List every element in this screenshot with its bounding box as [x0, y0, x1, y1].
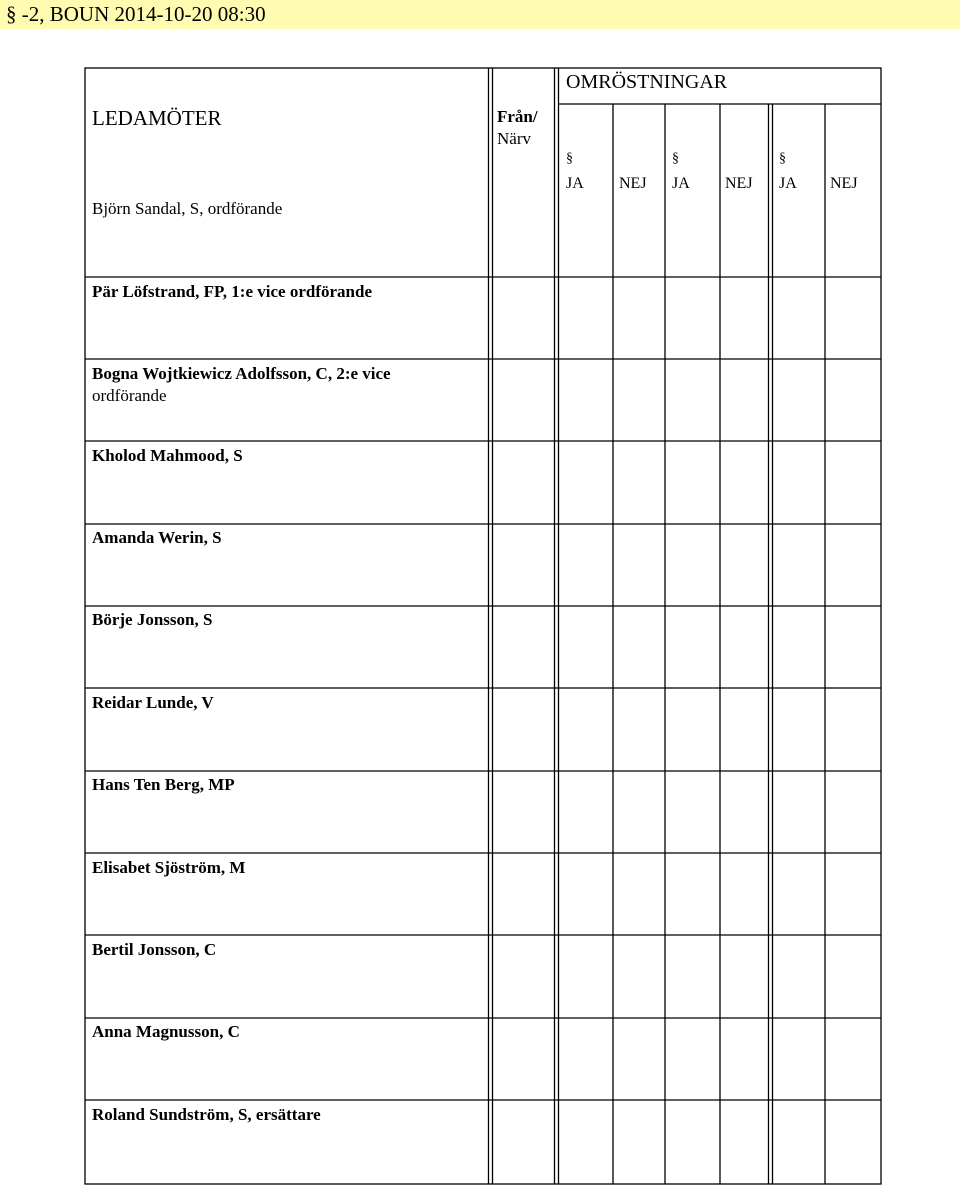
member-name: Pär Löfstrand, FP, 1:e vice ordförande — [92, 282, 372, 301]
member-name: Amanda Werin, S — [92, 528, 222, 547]
member-name: Börje Jonsson, S — [92, 610, 213, 629]
vote-group-3-yes: JA — [779, 175, 797, 192]
member-name: Roland Sundström, S, ersättare — [92, 1105, 321, 1124]
presence-heading-line2: Närv — [497, 129, 531, 148]
presence-heading-line1: Från/ — [497, 107, 538, 126]
member-name: Kholod Mahmood, S — [92, 446, 243, 465]
member-name: Bertil Jonsson, C — [92, 940, 217, 959]
member-name: Reidar Lunde, V — [92, 693, 214, 712]
vote-group-2-yes: JA — [672, 175, 690, 192]
member-name: Björn Sandal, S, ordförande — [92, 199, 283, 218]
votes-heading: OMRÖSTNINGAR — [566, 71, 728, 93]
vote-group-3-mark: § — [779, 151, 786, 166]
vote-group-3-no: NEJ — [830, 175, 858, 192]
vote-group-2-no: NEJ — [725, 175, 753, 192]
member-name: Anna Magnusson, C — [92, 1022, 240, 1041]
member-name: Bogna Wojtkiewicz Adolfsson, C, 2:e vice — [92, 364, 391, 383]
header-text: § -2, BOUN 2014-10-20 08:30 — [6, 2, 266, 26]
vote-group-1-yes: JA — [566, 175, 584, 192]
vote-group-1-mark: § — [566, 151, 573, 166]
member-name-continued: ordförande — [92, 386, 167, 405]
vote-group-1-no: NEJ — [619, 175, 647, 192]
members-heading: LEDAMÖTER — [92, 106, 222, 130]
member-name: Hans Ten Berg, MP — [92, 775, 235, 794]
vote-group-2-mark: § — [672, 151, 679, 166]
member-name: Elisabet Sjöström, M — [92, 858, 246, 877]
